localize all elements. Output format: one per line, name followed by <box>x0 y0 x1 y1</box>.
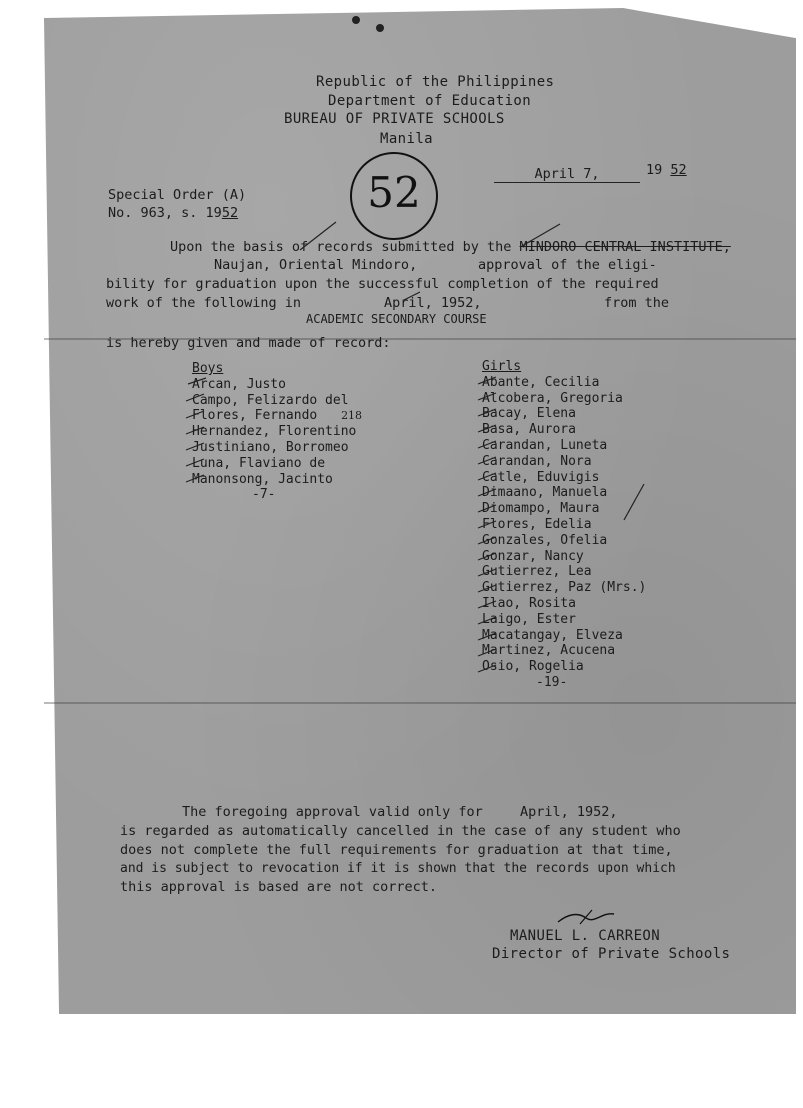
check-stroke <box>478 537 496 544</box>
closing-date: April, 1952, <box>520 804 618 820</box>
closing-line-3: does not complete the full requirements for graduation at that time, <box>120 842 673 858</box>
check-stroke <box>478 441 496 448</box>
list-item: Carandan, Nora <box>482 453 592 469</box>
list-item: Campo, Felizardo del <box>192 392 349 408</box>
body-line-4-end: from the <box>604 295 670 311</box>
list-item: Gutierrez, Lea <box>482 564 592 580</box>
signatory-name: MANUEL L. CARREON <box>510 928 661 944</box>
handwritten-number: 52 <box>367 168 421 217</box>
check-stroke <box>186 394 204 401</box>
boys-total: -7- <box>252 487 276 503</box>
signatory-title: Director of Private Schools <box>492 946 731 962</box>
check-stroke <box>186 427 204 434</box>
order-year-suffix: 52 <box>670 162 687 178</box>
header-department: Department of Education <box>328 93 532 109</box>
check-stroke <box>186 443 204 450</box>
closing-line-2: is regarded as automatically cancelled in the case of any student who <box>120 823 681 839</box>
special-order-title: Special Order (A) <box>108 187 247 203</box>
body-line-2-end: approval of the eligi- <box>478 257 657 273</box>
order-series-year: 52 <box>221 205 239 221</box>
list-item: Gonzar, Nancy <box>482 548 584 564</box>
list-item: Abante, Cecilia <box>482 374 600 390</box>
header-republic: Republic of the Philippines <box>316 74 555 90</box>
check-stroke <box>478 521 496 528</box>
check-stroke <box>624 484 644 520</box>
order-series: s. 19 <box>181 205 222 221</box>
check-stroke <box>188 378 206 384</box>
check-stroke <box>478 473 496 480</box>
check-stroke <box>478 377 496 384</box>
list-item: Gutierrez, Paz (Mrs.) <box>482 580 647 596</box>
course-name: ACADEMIC SECONDARY COURSE <box>306 312 487 326</box>
check-stroke <box>478 457 496 464</box>
list-item: Flores, Edelia <box>482 516 592 532</box>
check-stroke <box>186 459 204 466</box>
check-stroke <box>478 649 496 656</box>
list-item: Carandan, Luneta <box>482 437 608 453</box>
closing-line-5: this approval is based are not correct. <box>120 879 437 895</box>
list-item: Basa, Aurora <box>482 422 576 438</box>
body-line-5: is hereby given and made of record: <box>106 335 391 351</box>
check-stroke <box>300 222 336 250</box>
header-city: Manila <box>380 131 433 147</box>
closing-line-4: and is subject to revocation if it is shown that the records upon which <box>120 861 676 876</box>
list-item: Osio, Rogelia <box>482 659 584 675</box>
check-stroke <box>478 585 496 592</box>
handwritten-signature <box>556 908 616 926</box>
graduation-date: April, 1952, <box>384 295 482 311</box>
body-intro: Upon the basis of records submitted by the <box>170 239 512 255</box>
list-item: Alcobera, Gregoria <box>482 390 623 406</box>
list-item: Dimaano, Manuela <box>482 485 608 501</box>
body-line-4: work of the following in <box>106 295 302 311</box>
check-stroke <box>478 505 496 512</box>
check-stroke <box>478 489 496 496</box>
check-stroke <box>478 665 496 672</box>
header-bureau: BUREAU OF PRIVATE SCHOOLS <box>284 111 505 127</box>
list-item: Gonzales, Ofelia <box>482 532 608 548</box>
list-item: Macatangay, Elveza <box>482 627 623 643</box>
check-stroke <box>478 553 496 560</box>
check-stroke <box>478 409 496 416</box>
handwritten-annotation: 218 <box>341 409 363 423</box>
list-item: Catle, Eduvigis <box>482 469 600 485</box>
list-item-name: Flores, Fernando <box>192 408 318 424</box>
check-stroke <box>478 425 496 432</box>
body-line-3: bility for graduation upon the successful completion of the required <box>106 276 659 292</box>
list-item: Diomampo, Maura <box>482 501 600 517</box>
list-item: Bacay, Elena <box>482 406 576 422</box>
list-item: Justiniano, Borromeo <box>192 439 349 455</box>
girls-heading: Girls <box>482 359 522 374</box>
check-stroke <box>404 292 420 300</box>
list-item: Manonsong, Jacinto <box>192 471 333 487</box>
boys-heading: Boys <box>192 361 224 376</box>
school-name: MINDORO CENTRAL INSTITUTE, <box>519 239 731 255</box>
check-stroke <box>478 601 496 608</box>
check-stroke <box>478 633 496 640</box>
order-number: No. 963, <box>108 205 174 221</box>
closing-line-1: The foregoing approval valid only for <box>182 804 483 820</box>
check-stroke <box>478 617 496 624</box>
list-item: Hernandez, Florentino <box>192 424 357 440</box>
girls-total: -19- <box>536 674 568 690</box>
order-year-prefix: 19 <box>646 162 663 178</box>
check-stroke <box>522 224 560 246</box>
check-stroke <box>478 569 496 576</box>
list-item: Luna, Flaviano de <box>192 455 326 471</box>
school-location: Naujan, Oriental Mindoro, <box>214 257 418 273</box>
check-stroke <box>478 393 496 400</box>
check-stroke <box>186 475 204 482</box>
list-item: Arcan, Justo <box>192 376 286 392</box>
list-item: Martinez, Acucena <box>482 643 616 659</box>
check-stroke <box>186 411 204 418</box>
list-item: Laigo, Ester <box>482 611 576 627</box>
order-date-text: April 7, <box>534 166 600 182</box>
list-item: Ilao, Rosita <box>482 595 576 611</box>
